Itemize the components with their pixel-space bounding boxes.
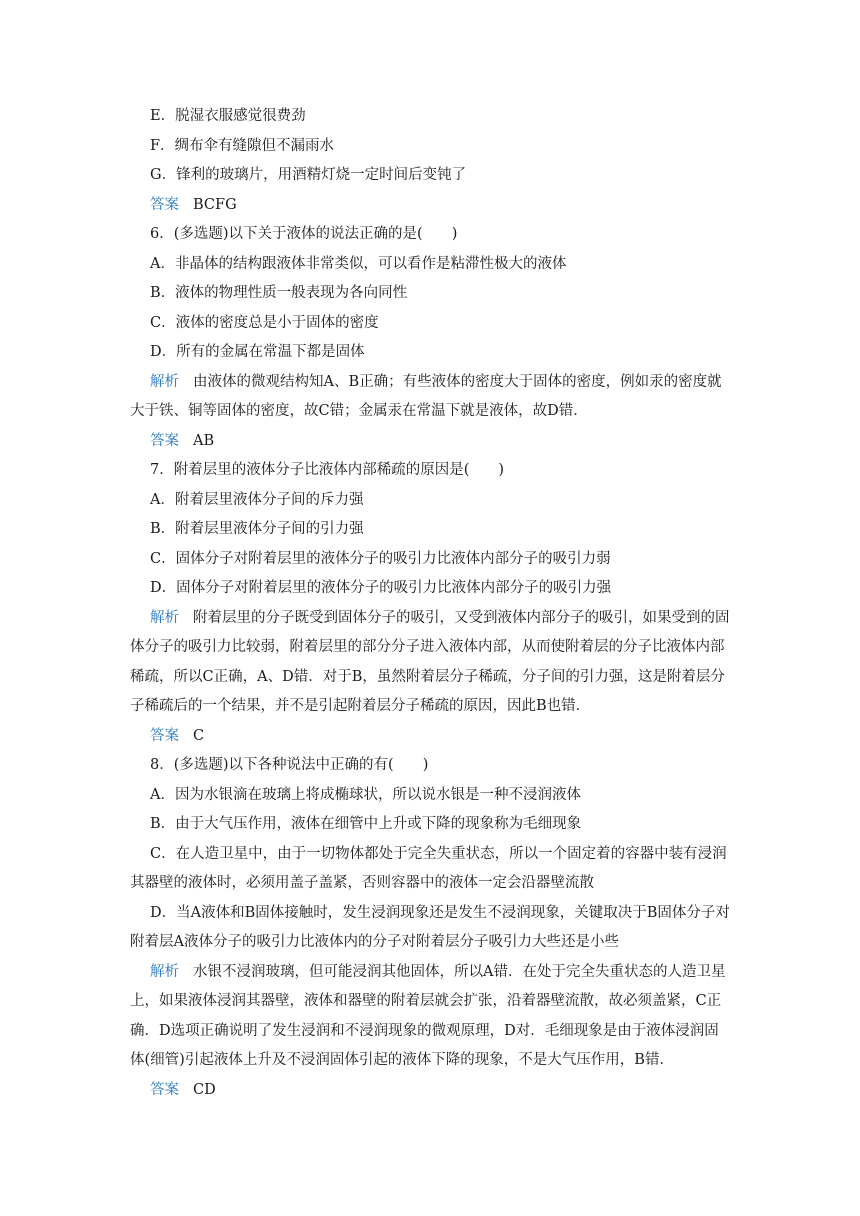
- q6-option-a: A．非晶体的结构跟液体非常类似，可以看作是粘滞性极大的液体: [150, 255, 567, 272]
- q8-analysis: [130, 958, 730, 1076]
- analysis-text: 水银不浸润玻璃，但可能浸润其他固体，所以A错．在处于完全失重状态的人造卫星上，如果液体浸润其器壁，液体和器壁的附着层就会扩张，沿着器壁流散，故必须盖紧，C正确．D选项正确说明了发生浸润和不浸润现象的微观原理，D对．毛细现象是由于液体浸润固体(细管)引起液体上升及不浸润固体引起的液体下降的现象，不是大气压作用，B错．: [130, 963, 726, 1068]
- analysis-text: 由液体的微观结构知A、B正确；有些液体的密度大于固体的密度，例如汞的密度就大于铁、铜等固体的密度，故C错；金属汞在常温下就是液体，故D错．: [130, 373, 722, 419]
- q5-answer: [130, 191, 730, 221]
- q5-option-e: E．脱湿衣服感觉很费劲: [150, 108, 306, 124]
- q5-option-f: F．绸布伞有缝隙但不漏雨水: [150, 137, 335, 154]
- q6-analysis: [130, 368, 730, 427]
- q8-option-b: B．由于大气压作用，液体在细管中上升或下降的现象称为毛细现象: [150, 816, 582, 832]
- q8-stem: 8．(多选题)以下各种说法中正确的有( ): [150, 757, 429, 773]
- answer-value: C: [193, 727, 205, 744]
- answer-value: BCFG: [193, 196, 237, 213]
- q6-option-c: C．液体的密度总是小于固体的密度: [150, 314, 379, 331]
- analysis-label: 解析: [150, 609, 179, 626]
- q6-stem: 6．(多选题)以下关于液体的说法正确的是( ): [150, 226, 458, 242]
- q8-option-a: A．因为水银滴在玻璃上将成椭球状，所以说水银是一种不浸润液体: [150, 786, 581, 803]
- answer-value: AB: [193, 432, 215, 449]
- q8-option-c: C．在人造卫星中，由于一切物体都处于完全失重状态，所以一个固定着的容器中装有浸润其器壁的液体时，必须用盖子盖紧，否则容器中的液体一定会沿器壁流散: [130, 845, 727, 891]
- q7-stem: 7．附着层里的液体分子比液体内部稀疏的原因是( ): [150, 462, 505, 478]
- q7-option-d: D．固体分子对附着层里的液体分子的吸引力比液体内部分子的吸引力强: [150, 580, 612, 596]
- analysis-label: 解析: [150, 373, 179, 390]
- q8-answer: [130, 1076, 730, 1106]
- answer-label: 答案: [150, 432, 179, 449]
- q6-answer: [130, 427, 730, 457]
- q7-option-a: A．附着层里液体分子间的斥力强: [150, 491, 364, 508]
- answer-label: 答案: [150, 196, 179, 213]
- answer-label: 答案: [150, 727, 179, 744]
- q7-answer: [130, 722, 730, 752]
- q7-option-b: B．附着层里液体分子间的引力强: [150, 521, 364, 537]
- q7-option-c: C．固体分子对附着层里的液体分子的吸引力比液体内部分子的吸引力弱: [150, 550, 611, 567]
- q6-option-b: B．液体的物理性质一般表现为各向同性: [150, 285, 408, 301]
- q5-option-g: G．锋利的玻璃片，用酒精灯烧一定时间后变钝了: [150, 167, 467, 183]
- q7-analysis: [130, 604, 730, 722]
- answer-value: CD: [193, 1081, 216, 1098]
- answer-label: 答案: [150, 1081, 179, 1098]
- analysis-text: 附着层里的分子既受到固体分子的吸引，又受到液体内部分子的吸引，如果受到的固体分子的吸引力比较弱，附着层里的部分分子进入液体内部，从而使附着层的分子比液体内部稀疏，所以C正确，A、D错．对于B，虽然附着层分子稀疏，分子间的引力强，这是附着层分子稀疏后的一个结果，并不是引起附着层分子稀疏的原因，因此B也错．: [130, 609, 730, 714]
- q6-option-d: D．所有的金属在常温下都是固体: [150, 344, 365, 360]
- q8-option-d: D．当A液体和B固体接触时，发生浸润现象还是发生不浸润现象，关键取决于B固体分子对附着层A液体分子的吸引力比液体内的分子对附着层分子吸引力大些还是小些: [130, 904, 730, 950]
- page-content: [130, 102, 730, 1105]
- analysis-label: 解析: [150, 963, 179, 980]
